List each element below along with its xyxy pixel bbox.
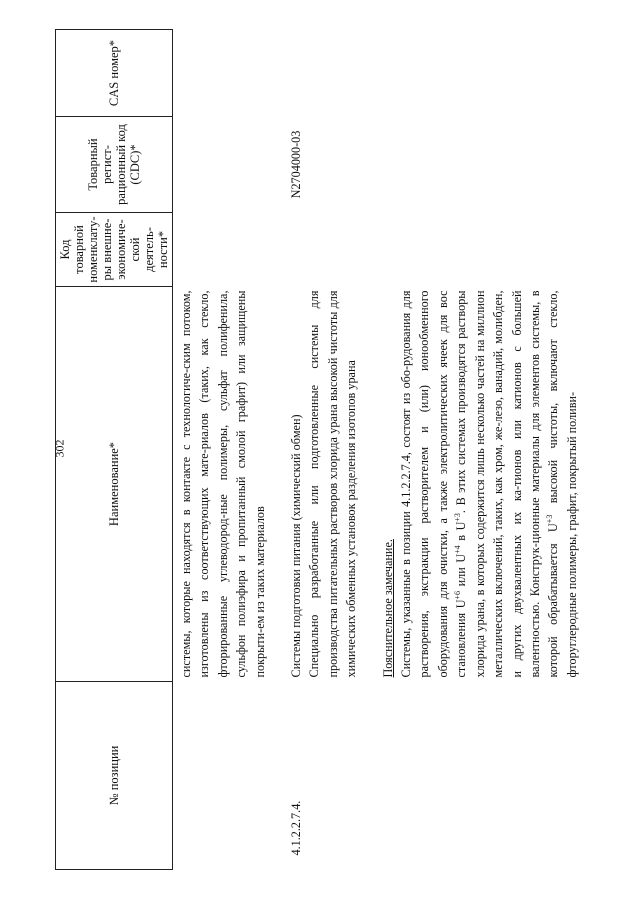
row-cas [173,30,288,117]
header-position: № позиции [56,682,173,870]
row-position: 4.1.2.2.7.4. [289,800,304,856]
table-row [287,30,581,870]
note-sup-1: +6 [453,590,463,600]
rotated-page-content [52,30,615,870]
note-heading: Пояснительное замечание. [380,539,395,678]
row-description-text: Специально разработанные или подготовленные системы для производства питательных растворов хлорида урана высокой чистоты для химических обменных установок разделения изотопов урана [307,290,359,678]
row-name [173,287,288,682]
row-cas [287,30,581,117]
note-sup-4: +3 [545,514,555,524]
header-cas: CAS номер* [56,30,173,117]
note-sup-2: +4 [453,545,463,554]
row-position [173,682,288,870]
header-name: Наименование* [56,287,173,682]
row-description [287,291,361,678]
row-name-text: системы, которые находятся в контакте с технологиче-ским потоком, изготовлены из соответствующих мате-риалов (таких, как стекло, фторированные углеводород-ные полимеры, сульфат полифенила, сульфон полиэфира и пропитанный смолой графит) или защищены покрыти-ем из таких материалов [179,290,267,678]
table-header-row [56,30,173,870]
page-number: 302 [52,439,67,458]
row-title: Системы подготовки питания (химический обмен) [289,414,304,678]
table-row [173,30,288,870]
note-text-4: . В этих системах производятся растворы хлорида урана, в которых содержится лишь несколько частей на миллион металлических включений, таких, как хром, же-лезо, ванадий, молибден, и других двухвалентных их ка-тионов или катионов с большей валентностью. Конструк-ционные материалы для элементов системы, в которой обрабатывается U [454,290,561,678]
note-text-5: высокой чистоты, включают стекло, фторуглеродные полимеры, графит, покрытый поливи- [546,290,579,678]
header-code-tn: Код товарной номенклату-ры внешне-экономиче-ской деятель-ности* [56,213,173,287]
header-code-cdc: Товарный регист-рационный код (CDC)* [56,117,173,213]
goods-table [52,29,581,870]
note-text-3: в U [454,521,469,546]
note-sup-3: +3 [453,513,463,522]
explanatory-note [379,291,581,678]
row-code-tn [173,213,288,287]
note-text-1: Системы, указанные в позиции 4.1.2.2.7.4, состоят из обо-рудования для растворения, экстракции растворителем и (или) ионообменного оборудования для очистки, а также электролитических ячеек для вос становления U [399,290,469,678]
row-name [287,287,581,682]
note-text-2: или U [454,553,469,591]
row-code-cdc [173,117,288,213]
row-code-tn [287,213,581,287]
row-code-cdc: N2704000-03 [289,130,304,199]
